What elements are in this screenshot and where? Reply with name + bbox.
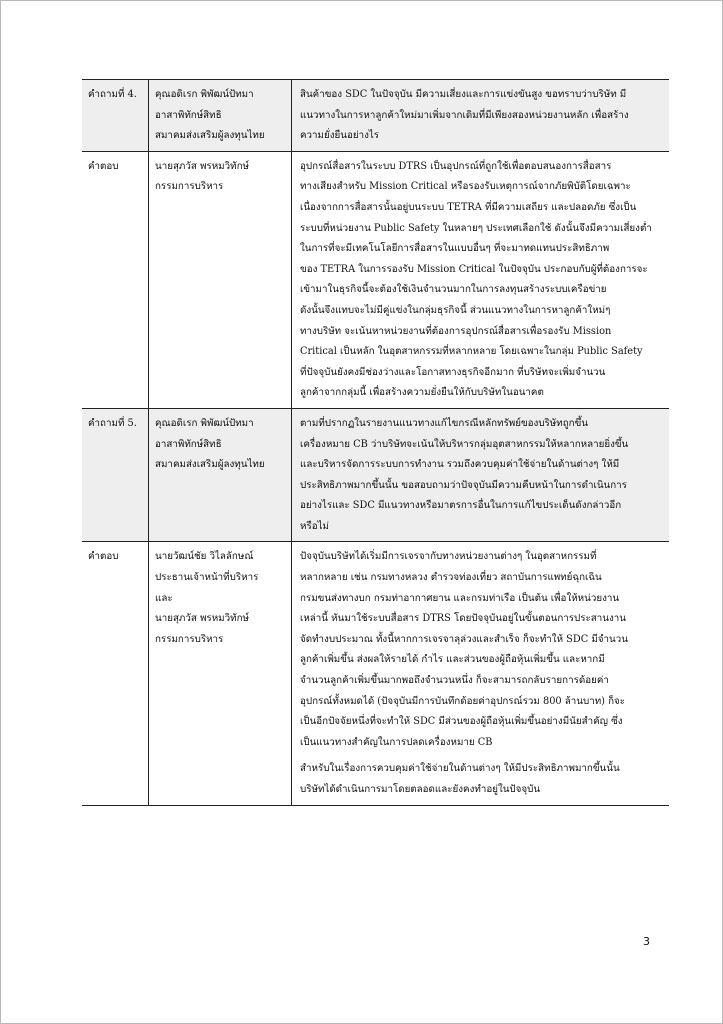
text-line: ความยั่งยืนอย่างไร [300,130,380,142]
page-number: 3 [643,935,650,948]
text-line: เข้ามาในธุรกิจนี้จะต้องใช้เงินจำนวนมากในการลงทุนสร้างระบบเครือข่าย [300,284,607,296]
text-line: ตามที่ปรากฏในรายงานแนวทางแก้ไขกรณีหลักทรัพย์ของบริษัทถูกขึ้น [300,417,588,429]
answer-text [292,151,670,408]
text-line: อย่างไรและ SDC มีแนวทางหรือมาตรการอื่นในการแก้ไขประเด็นดังกล่าวอีก [300,500,622,512]
text-line: ทางเสียงสำหรับ Mission Critical หรือรองรับเหตุการณ์จากภัยพิบัติโดยเฉพาะ [300,181,631,193]
row-label: คำถามที่ 4. [82,80,149,152]
row-label: คำตอบ [82,151,149,408]
answer-row [82,542,669,805]
question-row [82,80,669,152]
question-text [292,80,670,152]
text-line: หรือไม่ [300,520,329,532]
text-line: ระบบที่หน่วยงาน Public Safety ในหลายๆ ประเทศเลือกใช้ ดังนั้นจึงมีความเสี่ยงต่ำ [300,222,652,234]
text-line: ลูกค้าเพิ่มขึ้น ส่งผลให้รายได้ กำไร และส่วนของผู้ถือหุ้นเพิ่มขึ้น และหากมี [300,654,605,666]
speaker-line: นายสุภวัส พรหมวิทักษ์ [155,160,249,172]
speaker-cell [149,80,292,152]
text-line: ประสิทธิภาพมากขึ้นนั้น ขอสอบถามว่าปัจจุบันมีความคืบหน้าในการดำเนินการ [300,479,627,491]
text-line: Critical เป็นหลัก ในอุตสาหกรรมที่หลากหลาย โดยเฉพาะในกลุ่ม Public Safety [300,346,643,358]
text-line: เป็นแนวทางสำคัญในการปลดเครื่องหมาย CB [300,736,493,748]
text-line: เป็นอีกปัจจัยหนึ่งที่จะทำให้ SDC มีส่วนของผู้ถือหุ้นเพิ่มขึ้นอย่างมีนัยสำคัญ ซึ่ง [300,716,623,728]
text-line: เหล่านี้ หันมาใช้ระบบสื่อสาร DTRS โดยปัจจุบันอยู่ในขั้นตอนการประสานงาน [300,613,626,625]
speaker-cell [149,542,292,805]
text-line: กรมขนส่งทางบก กรมท่าอากาศยาน และกรมท่าเรือ เป็นต้น เพื่อให้หน่วยงาน [300,592,620,604]
qa-table [82,79,669,806]
speaker-line: สมาคมส่งเสริมผู้ลงทุนไทย [155,459,265,471]
text-line: ของ TETRA ในการรองรับ Mission Critical ในปัจจุบัน ประกอบกับผู้ที่ต้องการจะ [300,263,648,275]
text-line: อุปกรณ์สื่อสารในระบบ DTRS เป็นอุปกรณ์ที่ถูกใช้เพื่อตอบสนองการสื่อสาร [300,160,612,172]
text-line: ปัจจุบันบริษัทได้เริ่มมีการเจรจากับทางหน่วยงานต่างๆ ในอุตสาหกรรมที่ [300,551,597,563]
text-line: บริษัทได้ดำเนินการมาโดยตลอดและยังคงทำอยู่ในปัจจุบัน [300,784,541,795]
question-row [82,408,669,542]
speaker-line: คุณอดิเรก พิพัฒน์ปัทมา [155,417,254,429]
speaker-line: นายวัฒน์ชัย วิไลลักษณ์ [155,551,254,563]
speaker-line: คุณอดิเรก พิพัฒน์ปัทมา [155,89,254,100]
row-label: คำตอบ [82,542,149,805]
text-line: หลากหลาย เช่น กรมทางหลวง ตำรวจท่องเที่ยว สถาบันการแพทย์ฉุกเฉิน [300,572,602,584]
speaker-line: กรรมการบริหาร [155,633,224,645]
speaker-line: นายสุภวัส พรหมวิทักษ์ [155,613,249,625]
question-text [292,408,670,542]
speaker-line: ประธานเจ้าหน้าที่บริหาร [155,572,259,584]
text-line: จำนวนลูกค้าเพิ่มขึ้นมากพอถึงจำนวนหนึ่ง ก็จะสามารถกลับรายการด้อยค่า [300,675,609,687]
speaker-line: กรรมการบริหาร [155,181,224,193]
text-line: สำหรับในเรื่องการควบคุมค่าใช้จ่ายในด้านต่างๆ ให้มีประสิทธิภาพมากขึ้นนั้น [300,763,620,775]
text-line: ในการที่จะมีเทคโนโลยีการสื่อสารในแบบอื่นๆ ที่จะมาทดแทนประสิทธิภาพ [300,243,610,255]
text-line: อุปกรณ์ทั้งหมดได้ (ปัจจุบันมีการบันทึกด้อยค่าอุปกรณ์รวม 800 ล้านบาท) ก็จะ [300,695,626,707]
answer-text [292,542,670,805]
text-line: เครื่องหมาย CB ว่าบริษัทจะเน้นให้บริหารกลุ่มอุตสาหกรรมให้หลากหลายยิ่งขึ้น [300,438,629,450]
speaker-cell [149,151,292,408]
text-line: ที่ปัจจุบันยังคงมีช่องว่างและโอกาสทางธุรกิจอีกมาก ที่บริษัทจะเพิ่มจำนวน [300,366,606,378]
speaker-line: อาสาพิทักษ์สิทธิ [155,438,222,450]
row-label: คำถามที่ 5. [82,408,149,542]
text-line: ลูกค้าจากกลุ่มนี้ เพื่อสร้างความยั่งยืนให้กับบริษัทในอนาคต [300,387,544,399]
answer-row [82,151,669,408]
text-line: และบริหารจัดการระบบการทำงาน รวมถึงควบคุมค่าใช้จ่ายในด้านต่างๆ ให้มี [300,459,620,471]
speaker-cell [149,408,292,542]
text-line: ทางบริษัท จะเน้นหาหน่วยงานที่ต้องการอุปกรณ์สื่อสารเพื่อรองรับ Mission [300,325,612,337]
speaker-line: สมาคมส่งเสริมผู้ลงทุนไทย [155,130,265,142]
speaker-line: และ [155,592,173,604]
speaker-line: อาสาพิทักษ์สิทธิ [155,109,222,121]
text-line: เนื่องจากการสื่อสารนั้นอยู่บนระบบ TETRA ที่มีความเสถียร และปลอดภัย ซึ่งเป็น [300,201,637,213]
text-line: จัดทำงบประมาณ ทั้งนี้หากการเจรจาลุล่วงและสำเร็จ ก็จะทำให้ SDC มีจำนวน [300,633,628,645]
text-line: สินค้าของ SDC ในปัจจุบัน มีความเสี่ยงและการแข่งขันสูง ขอทราบว่าบริษัท มี [300,89,627,100]
text-line: แนวทางในการหาลูกค้าใหม่มาเพิ่มจากเดิมที่มีเพียงสองหน่วยงานหลัก เพื่อสร้าง [300,109,629,121]
text-line: ดังนั้นจึงแทบจะไม่มีคู่แข่งในกลุ่มธุรกิจนี้ ส่วนแนวทางในการหาลูกค้าใหม่ๆ [300,304,611,316]
